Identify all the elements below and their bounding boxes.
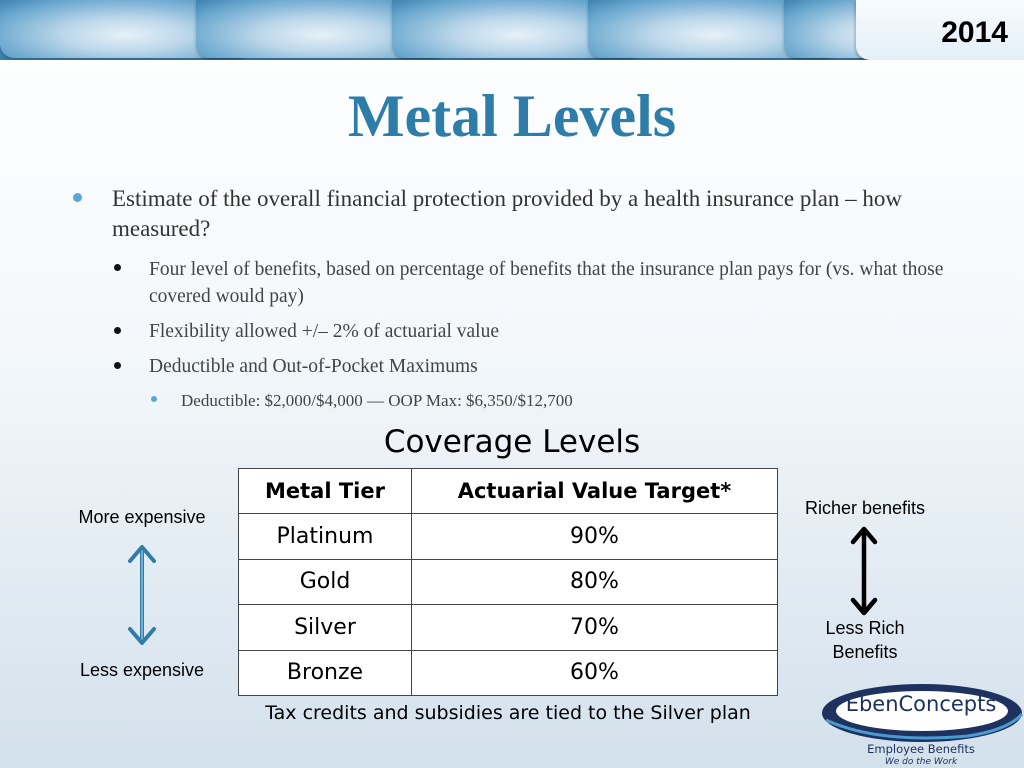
value-cell: 80%: [412, 559, 778, 605]
table-header-row: [239, 469, 778, 514]
column-header: Actuarial Value Target*: [412, 469, 778, 514]
year-tab: [856, 0, 1024, 60]
coverage-title: Coverage Levels: [383, 424, 641, 460]
sub-bullet-item: Four level of benefits, based on percentage of benefits that the insurance plan pays for (vs. what those covered would pay): [149, 259, 944, 307]
logo-motto: We do the Work: [884, 757, 958, 767]
sub-sub-bullet-item: Deductible: $2,000/$4,000 — OOP Max: $6,350/$12,700: [181, 391, 573, 410]
value-cell: 60%: [412, 650, 778, 696]
bullet-dot-icon: [114, 264, 121, 271]
table-row: [239, 605, 778, 651]
table-row: [239, 650, 778, 696]
benefits-arrow-icon: [844, 524, 884, 618]
sub-bullet-item: Flexibility allowed +/– 2% of actuarial value: [149, 321, 499, 342]
coverage-table: [238, 468, 778, 696]
value-cell: 90%: [412, 514, 778, 560]
slide-title: Metal Levels: [347, 83, 677, 149]
bullet-dot-icon: [151, 396, 157, 402]
logo-tagline: Employee Benefits: [867, 742, 975, 756]
less-expensive-label: Less expensive: [79, 660, 205, 680]
sub-bullet-item: Deductible and Out-of-Pocket Maximums: [149, 356, 478, 377]
header-banner: [0, 0, 1024, 60]
tier-cell: Silver: [239, 605, 412, 651]
cost-arrow-icon: [122, 543, 162, 647]
less-rich-label: Less Rich: [825, 618, 905, 638]
more-expensive-label: More expensive: [78, 507, 206, 527]
bullet-dot-icon: [114, 327, 121, 334]
bullet-dot-icon: [114, 362, 121, 369]
ebenconcepts-logo: [818, 680, 1024, 768]
tier-cell: Platinum: [239, 514, 412, 560]
subsidy-note: Tax credits and subsidies are tied to the Silver plan: [265, 702, 751, 724]
tier-cell: Gold: [239, 559, 412, 605]
tier-cell: Bronze: [239, 650, 412, 696]
benefits-label: Benefits: [832, 642, 898, 662]
table-row: [239, 559, 778, 605]
table-row: [239, 514, 778, 560]
bullet-dot-icon: [73, 193, 82, 202]
logo-name: EbenConcepts: [845, 692, 997, 716]
year-label: 2014: [941, 16, 1008, 49]
bullet-item: Estimate of the overall financial protection provided by a health insurance plan – how measured?: [112, 186, 903, 241]
column-header: Metal Tier: [239, 469, 412, 514]
richer-benefits-label: Richer benefits: [804, 498, 926, 518]
value-cell: 70%: [412, 605, 778, 651]
